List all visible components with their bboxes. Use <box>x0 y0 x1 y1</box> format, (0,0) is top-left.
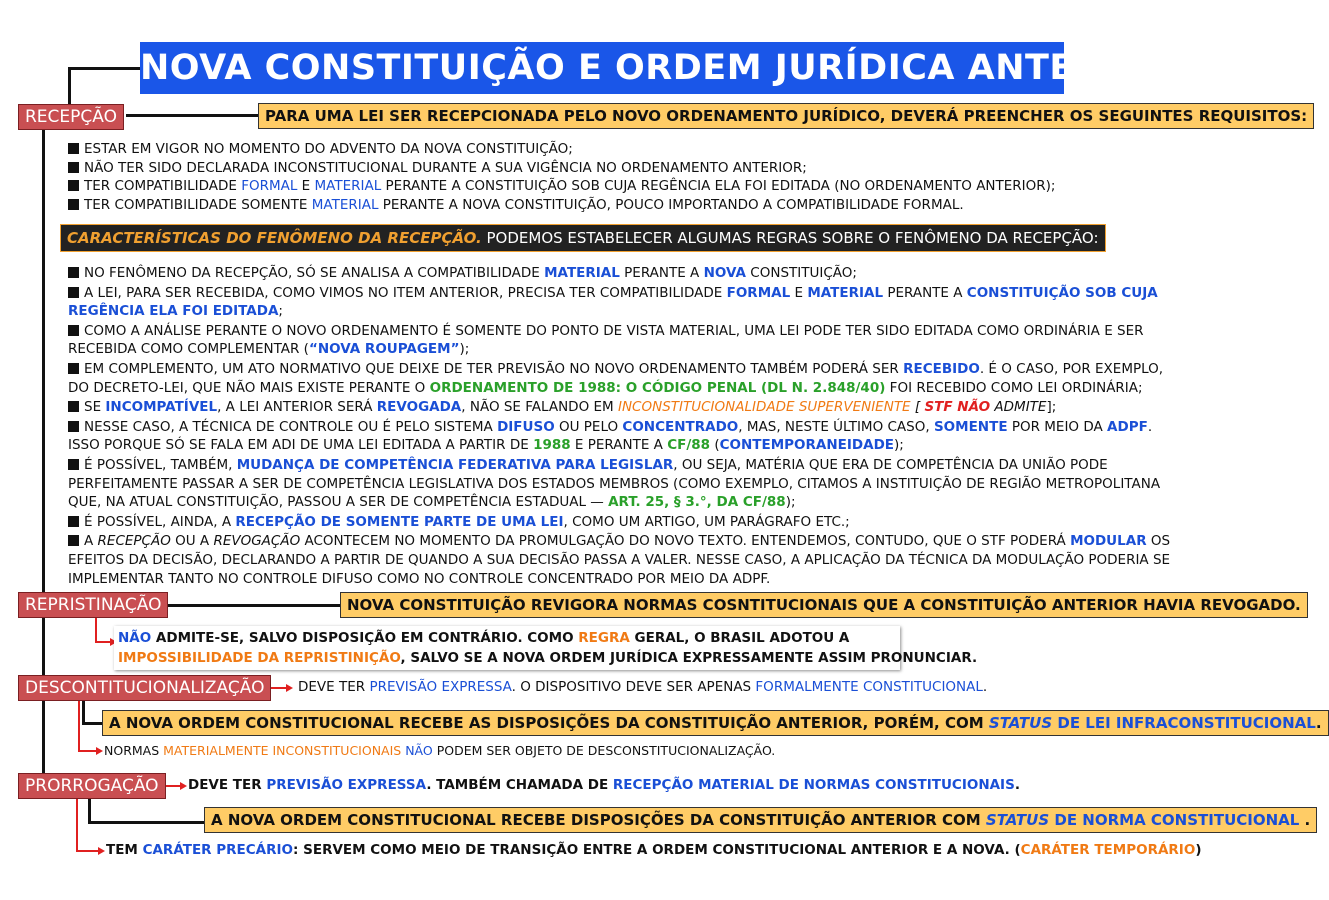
tag-recepcao: RECEPÇÃO <box>18 104 124 130</box>
bullet-square-icon <box>68 363 79 374</box>
requisitos-list <box>68 140 1056 214</box>
prorrog-box: A NOVA ORDEM CONSTITUCIONAL RECEBE DISPOSIÇÕES DA CONSTITUIÇÃO ANTERIOR COM STATUS DE NORMA CONSTITUCIONAL . <box>204 807 1317 833</box>
repristinacao-note: NÃO ADMITE-SE, SALVO DISPOSIÇÃO EM CONTRÁRIO. COMO REGRA GERAL, O BRASIL ADOTOU A IMPOSSIBILIDADE DA REPRISTINIÇÃO, SALVO SE A NOVA ORDEM JURÍDICA EXPRESSAMENTE ASSIM PRONUNCIAR. <box>114 626 900 670</box>
list-item: NESSE CASO, A TÉCNICA DE CONTROLE OU É PELO SISTEMA DIFUSO OU PELO CONCENTRADO, MAS, NESTE ÚLTIMO CASO, SOMENTE POR MEIO DA ADPF. ISSO PORQUE SÓ SE FALA EM ADI DE UMA LEI EDITADA A PARTIR DE 1988 E PERANTE A CF/88 (CONTEMPORANEIDADE); <box>68 418 1153 454</box>
prorrog-line3: TEM CARÁTER PRECÁRIO: SERVEM COMO MEIO DE TRANSIÇÃO ENTRE A ORDEM CONSTITUCIONAL ANTERIOR E A NOVA. (CARÁTER TEMPORÁRIO) <box>106 842 1202 858</box>
list-item: TER COMPATIBILIDADE FORMAL E MATERIAL PERANTE A CONSTITUIÇÃO SOB CUJA REGÊNCIA ELA FOI EDITADA (NO ORDENAMENTO ANTERIOR); <box>68 177 1056 196</box>
list-item: ESTAR EM VIGOR NO MOMENTO DO ADVENTO DA NOVA CONSTITUIÇÃO; <box>68 140 1056 159</box>
recepcao-header: PARA UMA LEI SER RECEPCIONADA PELO NOVO ORDENAMENTO JURÍDICO, DEVERÁ PREENCHER OS SEGUINTES REQUISITOS: <box>258 103 1314 129</box>
bullet-square-icon <box>68 267 79 278</box>
bullet-square-icon <box>68 287 79 298</box>
bullet-square-icon <box>68 401 79 412</box>
bullet-square-icon <box>68 199 79 210</box>
bullet-square-icon <box>68 143 79 154</box>
bullet-square-icon <box>68 459 79 470</box>
repristinacao-box: NOVA CONSTITUIÇÃO REVIGORA NORMAS COSNTITUCIONAIS QUE A CONSTITUIÇÃO ANTERIOR HAVIA REVOGADO. <box>340 592 1308 618</box>
list-item: NO FENÔMENO DA RECEPÇÃO, SÓ SE ANALISA A COMPATIBILIDADE MATERIAL PERANTE A NOVA CONSTITUIÇÃO; <box>68 264 1186 283</box>
descon-line1: DEVE TER PREVISÃO EXPRESSA. O DISPOSITIVO DEVE SER APENAS FORMALMENTE CONSTITUCIONAL. <box>298 679 988 695</box>
descon-line3: NORMAS MATERIALMENTE INCONSTITUCIONAIS NÃO PODEM SER OBJETO DE DESCONSTITUCIONALIZAÇÃO. <box>104 743 776 758</box>
list-item: TER COMPATIBILIDADE SOMENTE MATERIAL PERANTE A NOVA CONSTITUIÇÃO, POUCO IMPORTANDO A COMPATIBILIDADE FORMAL. <box>68 196 1056 215</box>
list-item: COMO A ANÁLISE PERANTE O NOVO ORDENAMENTO É SOMENTE DO PONTO DE VISTA MATERIAL, UMA LEI PODE TER SIDO EDITADA COMO ORDINÁRIA E SER RECEBIDA COMO COMPLEMENTAR (“NOVA ROUPAGEM”); <box>68 322 1144 358</box>
bullet-square-icon <box>68 180 79 191</box>
prorrog-line1: DEVE TER PREVISÃO EXPRESSA. TAMBÉM CHAMADA DE RECEPÇÃO MATERIAL DE NORMAS CONSTITUCIONAIS. <box>188 777 1020 793</box>
bullet-square-icon <box>68 516 79 527</box>
bullet-square-icon <box>68 325 79 336</box>
list-item: NÃO TER SIDO DECLARADA INCONSTITUCIONAL DURANTE A SUA VIGÊNCIA NO ORDENAMENTO ANTERIOR; <box>68 159 1056 178</box>
list-item: SE INCOMPATÍVEL, A LEI ANTERIOR SERÁ REVOGADA, NÃO SE FALANDO EM INCONSTITUCIONALIDADE SUPERVENIENTE [ STF NÃO ADMITE]; <box>68 398 1186 417</box>
caracteristicas-list <box>68 264 1186 588</box>
list-item: EM COMPLEMENTO, UM ATO NORMATIVO QUE DEIXE DE TER PREVISÃO NO NOVO ORDENAMENTO TAMBÉM PODERÁ SER RECEBIDO. É O CASO, POR EXEMPLO, DO DECRETO-LEI, QUE NÃO MAIS EXISTE PERANTE O ORDENAMENTO DE 1988: O CÓDIGO PENAL (DL N. 2.848/40) FOI RECEBIDO COMO LEI ORDINÁRIA; <box>68 360 1164 396</box>
bullet-square-icon <box>68 421 79 432</box>
page-title: NOVA CONSTITUIÇÃO E ORDEM JURÍDICA ANTERIOR <box>140 42 1064 94</box>
descon-box: A NOVA ORDEM CONSTITUCIONAL RECEBE AS DISPOSIÇÕES DA CONSTITUIÇÃO ANTERIOR, PORÉM, COM STATUS DE LEI INFRACONSTITUCIONAL. <box>102 710 1329 736</box>
list-item: A LEI, PARA SER RECEBIDA, COMO VIMOS NO ITEM ANTERIOR, PRECISA TER COMPATIBILIDADE FORMAL E MATERIAL PERANTE A CONSTITUIÇÃO SOB CUJA REGÊNCIA ELA FOI EDITADA; <box>68 284 1158 320</box>
list-item: É POSSÍVEL, TAMBÉM, MUDANÇA DE COMPETÊNCIA FEDERATIVA PARA LEGISLAR, OU SEJA, MATÉRIA QUE ERA DE COMPETÊNCIA DA UNIÃO PODE PERFEITAMENTE PASSAR A SER DE COMPETÊNCIA LEGISLATIVA DOS ESTADOS MEMBROS (COMO EXEMPLO, CITAMOS A INSTITUIÇÃO DE REGIÃO METROPOLITANA QUE, NA ATUAL CONSTITUIÇÃO, PASSOU A SER DE COMPETÊNCIA ESTADUAL — ART. 25, § 3.°, DA CF/88); <box>68 456 1161 511</box>
list-item: É POSSÍVEL, AINDA, A RECEPÇÃO DE SOMENTE PARTE DE UMA LEI, COMO UM ARTIGO, UM PARÁGRAFO ETC.; <box>68 513 1186 532</box>
tag-prorrogacao: PRORROGAÇÃO <box>18 773 166 799</box>
bullet-square-icon <box>68 162 79 173</box>
tag-desconstitucionalizacao: DESCONTITUCIONALIZAÇÃO <box>18 675 271 701</box>
bullet-square-icon <box>68 535 79 546</box>
caracteristicas-header: CARACTERÍSTICAS DO FENÔMENO DA RECEPÇÃO. PODEMOS ESTABELECER ALGUMAS REGRAS SOBRE O FENÔMENO DA RECEPÇÃO: <box>60 224 1106 252</box>
list-item: A RECEPÇÃO OU A REVOGAÇÃO ACONTECEM NO MOMENTO DA PROMULGAÇÃO DO NOVO TEXTO. ENTENDEMOS, CONTUDO, QUE O STF PODERÁ MODULAR OS EFEITOS DA DECISÃO, DECLARANDO A PARTIR DE QUANDO A SUA DECISÃO PASSA A VALER. NESSE CASO, A APLICAÇÃO DA TÉCNICA DA MODULAÇÃO PODERIA SE IMPLEMENTAR TANTO NO CONTROLE DIFUSO COMO NO CONTROLE CONCENTRADO POR MEIO DA ADPF. <box>68 533 1171 587</box>
tag-repristinacao: REPRISTINAÇÃO <box>18 592 168 618</box>
